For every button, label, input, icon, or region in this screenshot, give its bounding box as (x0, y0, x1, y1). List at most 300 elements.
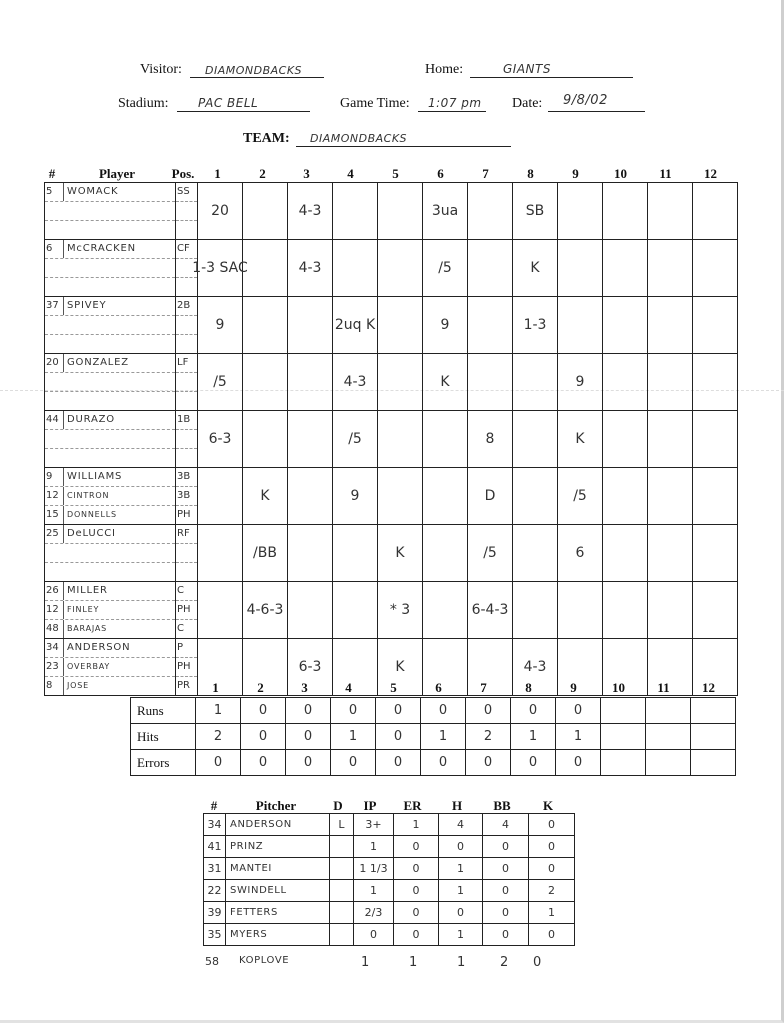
pitcher-bb: 0 (483, 880, 529, 902)
at-bat-cell (243, 468, 288, 525)
at-bat-mark (423, 183, 467, 239)
at-bat-mark (333, 240, 377, 296)
at-bat-cell (423, 354, 468, 411)
at-bat-result: K (260, 488, 270, 504)
totals-value (646, 698, 691, 724)
extra-pitcher-k: 0 (533, 955, 542, 970)
pos-cell (176, 468, 198, 525)
player-position: LF (176, 354, 197, 373)
home-underline (470, 77, 633, 78)
player-number: 48 (45, 620, 64, 638)
at-bat-cell (198, 183, 243, 240)
player-number: 26 (45, 582, 64, 600)
player-name: DURAZO (67, 414, 115, 425)
visitor-value: DIAMONDBACKS (205, 64, 303, 77)
at-bat-mark (603, 582, 647, 638)
at-bat-mark (243, 468, 287, 524)
player-line (45, 316, 175, 335)
lineup-row (45, 411, 738, 468)
at-bat-cell (558, 411, 603, 468)
at-bat-mark (468, 411, 512, 467)
at-bat-mark (513, 468, 557, 524)
inning-header: 7 (482, 166, 489, 181)
at-bat-result: 1-3 SAC (192, 260, 248, 276)
pitching-header: K (542, 798, 554, 813)
pitcher-er: 0 (394, 902, 439, 924)
pos-cell (176, 297, 198, 354)
at-bat-mark (198, 525, 242, 581)
at-bat-result: 2uq K (334, 317, 376, 333)
at-bat-cell (243, 354, 288, 411)
at-bat-mark (288, 297, 332, 353)
at-bat-cell (198, 468, 243, 525)
at-bat-mark (198, 582, 242, 638)
at-bat-mark (333, 183, 377, 239)
player-name: WOMACK (67, 186, 119, 197)
player-number: 12 (45, 487, 64, 505)
lineup-row (45, 354, 738, 411)
player-line (45, 525, 175, 544)
team-underline (296, 146, 511, 147)
at-bat-mark (603, 354, 647, 410)
at-bat-result: 3ua (431, 203, 459, 219)
player-position: P (176, 639, 197, 658)
at-bat-cell (513, 582, 558, 639)
at-bat-result: K (395, 545, 405, 561)
player-position: 3B (176, 468, 197, 487)
player-number: 8 (45, 677, 64, 695)
at-bat-cell (603, 240, 648, 297)
player-line (45, 411, 175, 430)
at-bat-cell (288, 240, 333, 297)
at-bat-mark (693, 525, 737, 581)
totals-value: 0 (331, 698, 376, 724)
at-bat-cell (513, 525, 558, 582)
at-bat-cell (333, 582, 378, 639)
at-bat-mark (243, 582, 287, 638)
at-bat-mark (288, 582, 332, 638)
player-line (45, 392, 175, 410)
player-line (45, 297, 175, 316)
player-name: SPIVEY (67, 300, 107, 311)
at-bat-cell (288, 468, 333, 525)
at-bat-cell (603, 582, 648, 639)
pitcher-bb: 4 (483, 814, 529, 836)
totals-value (601, 750, 646, 776)
at-bat-cell (648, 183, 693, 240)
at-bat-cell (378, 240, 423, 297)
pitcher-k: 2 (529, 880, 575, 902)
at-bat-mark (648, 354, 692, 410)
at-bat-cell (558, 582, 603, 639)
pitcher-d: L (330, 814, 354, 836)
player-position: 1B (176, 411, 197, 430)
totals-inning-header: 1 (212, 680, 219, 695)
totals-value: 0 (466, 698, 511, 724)
at-bat-mark (693, 582, 737, 638)
lineup-row (45, 297, 738, 354)
totals-value: 1 (511, 724, 556, 750)
at-bat-result: * 3 (389, 602, 411, 618)
at-bat-cell (423, 183, 468, 240)
player-cell (45, 183, 176, 240)
at-bat-mark (513, 183, 557, 239)
at-bat-cell (378, 411, 423, 468)
totals-row-label: Runs (131, 698, 196, 724)
at-bat-cell (558, 297, 603, 354)
stadium-value: PAC BELL (198, 96, 259, 110)
player-line (45, 183, 175, 202)
at-bat-cell (243, 297, 288, 354)
at-bat-mark (558, 354, 602, 410)
lineup-row (45, 183, 738, 240)
totals-value: 0 (421, 698, 466, 724)
player-number: 34 (45, 639, 64, 657)
at-bat-mark (333, 468, 377, 524)
pitcher-ip: 1 (354, 880, 394, 902)
at-bat-result: 6-4-3 (471, 602, 509, 618)
pitching-header: D (333, 798, 343, 813)
lineup-row (45, 468, 738, 525)
at-bat-cell (333, 240, 378, 297)
at-bat-mark (513, 411, 557, 467)
pos-line (176, 392, 197, 410)
player-line (45, 373, 175, 392)
totals-row (131, 698, 736, 724)
at-bat-cell (333, 297, 378, 354)
totals-value: 0 (556, 750, 601, 776)
at-bat-cell (513, 297, 558, 354)
totals-value (646, 750, 691, 776)
at-bat-mark (288, 468, 332, 524)
totals-value: 2 (466, 724, 511, 750)
pitching-table (203, 813, 575, 946)
at-bat-mark (693, 240, 737, 296)
pos-line (176, 335, 197, 353)
totals-inning-header: 7 (480, 680, 487, 695)
at-bat-mark (198, 183, 242, 239)
at-bat-mark (603, 411, 647, 467)
pitcher-bb: 0 (483, 858, 529, 880)
at-bat-result: 4-3 (523, 659, 547, 675)
totals-value: 1 (196, 698, 241, 724)
at-bat-cell (558, 468, 603, 525)
at-bat-cell (288, 183, 333, 240)
player-position: PH (176, 601, 197, 620)
player-line (45, 335, 175, 353)
inning-header: 5 (392, 166, 399, 181)
player-line (45, 544, 175, 563)
at-bat-mark (423, 240, 467, 296)
totals-value: 0 (556, 698, 601, 724)
at-bat-cell (423, 411, 468, 468)
at-bat-cell (423, 525, 468, 582)
totals-value (601, 698, 646, 724)
at-bat-result: SB (525, 203, 545, 219)
at-bat-cell (468, 411, 513, 468)
at-bat-result: /5 (348, 431, 362, 447)
at-bat-mark (333, 411, 377, 467)
pos-cell (176, 582, 198, 639)
player-position: 2B (176, 297, 197, 316)
at-bat-cell (648, 240, 693, 297)
at-bat-mark (603, 525, 647, 581)
at-bat-result: K (575, 431, 585, 447)
at-bat-cell (603, 354, 648, 411)
at-bat-mark (288, 525, 332, 581)
totals-value: 0 (286, 724, 331, 750)
at-bat-cell (378, 582, 423, 639)
pitcher-d (330, 924, 354, 946)
pitcher-num: 35 (204, 924, 226, 946)
header-num: # (48, 166, 56, 181)
at-bat-mark (513, 240, 557, 296)
totals-value: 0 (376, 750, 421, 776)
at-bat-mark (243, 411, 287, 467)
player-line (45, 468, 175, 487)
at-bat-cell (288, 354, 333, 411)
pitcher-num: 22 (204, 880, 226, 902)
at-bat-mark (243, 297, 287, 353)
pos-line (176, 278, 197, 296)
player-position: PH (176, 658, 197, 677)
pitcher-h: 1 (439, 858, 483, 880)
at-bat-mark (648, 468, 692, 524)
player-name: McCRACKEN (67, 243, 136, 254)
at-bat-cell (693, 582, 738, 639)
at-bat-mark (198, 411, 242, 467)
date-value: 9/8/02 (563, 93, 608, 108)
player-cell (45, 468, 176, 525)
lineup-row (45, 582, 738, 639)
team-value: DIAMONDBACKS (310, 132, 408, 145)
pos-line (176, 373, 197, 392)
pitcher-k: 0 (529, 814, 575, 836)
player-cell (45, 639, 176, 696)
player-line (45, 449, 175, 467)
at-bat-cell (513, 183, 558, 240)
at-bat-mark (378, 411, 422, 467)
header-pos: Pos. (171, 166, 195, 181)
player-number: 25 (45, 525, 64, 543)
pitching-header: H (451, 798, 463, 813)
pos-cell (176, 354, 198, 411)
at-bat-mark (468, 297, 512, 353)
at-bat-cell (513, 468, 558, 525)
at-bat-cell (468, 354, 513, 411)
at-bat-cell (198, 411, 243, 468)
totals-value (601, 724, 646, 750)
visitor-label: Visitor: (140, 62, 182, 77)
at-bat-result: K (440, 374, 450, 390)
pitcher-er: 0 (394, 924, 439, 946)
at-bat-cell (378, 468, 423, 525)
totals-inning-header: 11 (657, 680, 670, 695)
player-number: 12 (45, 601, 64, 619)
pitcher-row (204, 858, 575, 880)
at-bat-cell (378, 354, 423, 411)
at-bat-mark (333, 525, 377, 581)
pitcher-num: 31 (204, 858, 226, 880)
at-bat-cell (243, 183, 288, 240)
totals-row-label: Errors (131, 750, 196, 776)
totals-row (131, 724, 736, 750)
at-bat-mark (378, 354, 422, 410)
at-bat-mark (693, 183, 737, 239)
extra-pitcher-name: KOPLOVE (239, 955, 290, 966)
player-position: CF (176, 240, 197, 259)
player-name: JOSE (67, 681, 89, 690)
totals-inning-header: 9 (570, 680, 577, 695)
totals-value (646, 724, 691, 750)
stadium-label: Stadium: (118, 96, 169, 111)
at-bat-result: /BB (253, 545, 277, 561)
pos-line (176, 221, 197, 239)
at-bat-cell (648, 468, 693, 525)
pitcher-bb: 0 (483, 924, 529, 946)
at-bat-cell (693, 411, 738, 468)
at-bat-mark (468, 183, 512, 239)
at-bat-cell (243, 240, 288, 297)
at-bat-result: 6-3 (298, 659, 322, 675)
player-name: DONNELLS (67, 510, 117, 519)
player-position: C (177, 623, 184, 634)
at-bat-cell (603, 525, 648, 582)
at-bat-result: K (530, 260, 540, 276)
at-bat-mark (558, 183, 602, 239)
at-bat-mark (288, 354, 332, 410)
at-bat-cell (243, 525, 288, 582)
at-bat-cell (648, 525, 693, 582)
inning-header: 9 (572, 166, 579, 181)
player-position: SS (176, 183, 197, 202)
at-bat-cell (192, 240, 248, 297)
at-bat-mark (693, 354, 737, 410)
player-cell (45, 411, 176, 468)
at-bat-cell (693, 297, 738, 354)
at-bat-cell (693, 525, 738, 582)
totals-value: 0 (421, 750, 466, 776)
totals-value (691, 724, 736, 750)
inning-header: 1 (214, 166, 221, 181)
at-bat-mark (192, 240, 248, 296)
at-bat-cell (558, 240, 603, 297)
at-bat-mark (423, 411, 467, 467)
totals-inning-header: 3 (301, 680, 308, 695)
player-line (45, 582, 175, 601)
player-line (45, 677, 175, 695)
player-name: FINLEY (67, 605, 100, 614)
pitcher-num: 41 (204, 836, 226, 858)
at-bat-mark (423, 582, 467, 638)
at-bat-mark (558, 411, 602, 467)
at-bat-cell (513, 354, 558, 411)
pitcher-ip: 0 (354, 924, 394, 946)
pitcher-row (204, 836, 575, 858)
at-bat-mark (423, 525, 467, 581)
at-bat-mark (603, 183, 647, 239)
at-bat-cell (558, 354, 603, 411)
at-bat-cell (198, 297, 243, 354)
at-bat-result: 1-3 (523, 317, 547, 333)
inning-header: 8 (527, 166, 534, 181)
header-player: Player (98, 166, 136, 181)
at-bat-cell (558, 525, 603, 582)
at-bat-cell (693, 240, 738, 297)
player-position: PH (177, 509, 191, 520)
at-bat-cell (603, 411, 648, 468)
extra-pitcher-er: 1 (409, 955, 418, 970)
pos-cell (176, 183, 198, 240)
player-line (45, 354, 175, 373)
at-bat-mark (423, 297, 467, 353)
home-label: Home: (425, 62, 464, 77)
pitcher-ip: 1 (354, 836, 394, 858)
player-position: PR (177, 680, 190, 691)
at-bat-mark (648, 525, 692, 581)
pos-line (176, 430, 197, 449)
player-number: 5 (45, 183, 64, 201)
player-line (45, 639, 175, 658)
player-line (45, 259, 175, 278)
totals-inning-header: 10 (612, 680, 625, 695)
at-bat-mark (648, 240, 692, 296)
player-name: BARAJAS (67, 624, 108, 633)
player-line (45, 620, 175, 638)
home-value: GIANTS (503, 62, 551, 76)
pitching-header: IP (363, 798, 377, 813)
at-bat-result: 4-6-3 (246, 602, 284, 618)
at-bat-mark (558, 468, 602, 524)
extra-pitcher-num: 58 (205, 955, 219, 968)
totals-value: 0 (376, 698, 421, 724)
inning-header: 2 (259, 166, 266, 181)
pitching-header: # (210, 798, 218, 813)
lineup-row (45, 240, 738, 297)
game-time-value: 1:07 pm (428, 96, 482, 110)
totals-value: 0 (331, 750, 376, 776)
at-bat-cell (333, 525, 378, 582)
player-name: CINTRON (67, 491, 110, 500)
pitching-header: BB (493, 798, 511, 813)
inning-header: 12 (704, 166, 717, 181)
totals-value (691, 698, 736, 724)
at-bat-mark (423, 354, 467, 410)
player-position: C (176, 582, 197, 601)
pos-line (176, 316, 197, 335)
pitcher-d (330, 880, 354, 902)
pitcher-row (204, 924, 575, 946)
player-cell (45, 240, 176, 297)
player-name: DeLUCCI (67, 528, 116, 539)
player-number: 15 (45, 506, 64, 524)
totals-value (691, 750, 736, 776)
at-bat-cell (288, 411, 333, 468)
player-number: 44 (45, 411, 64, 429)
player-line (45, 601, 175, 620)
game-time-underline (418, 111, 486, 112)
player-name: GONZALEZ (67, 357, 129, 368)
at-bat-cell (468, 525, 513, 582)
at-bat-cell (603, 297, 648, 354)
totals-value: 0 (466, 750, 511, 776)
pitching-header: Pitcher (255, 798, 297, 813)
at-bat-cell (603, 468, 648, 525)
at-bat-cell (423, 582, 468, 639)
player-line (45, 658, 175, 677)
team-label: TEAM: (243, 131, 290, 146)
pos-line (176, 449, 197, 467)
